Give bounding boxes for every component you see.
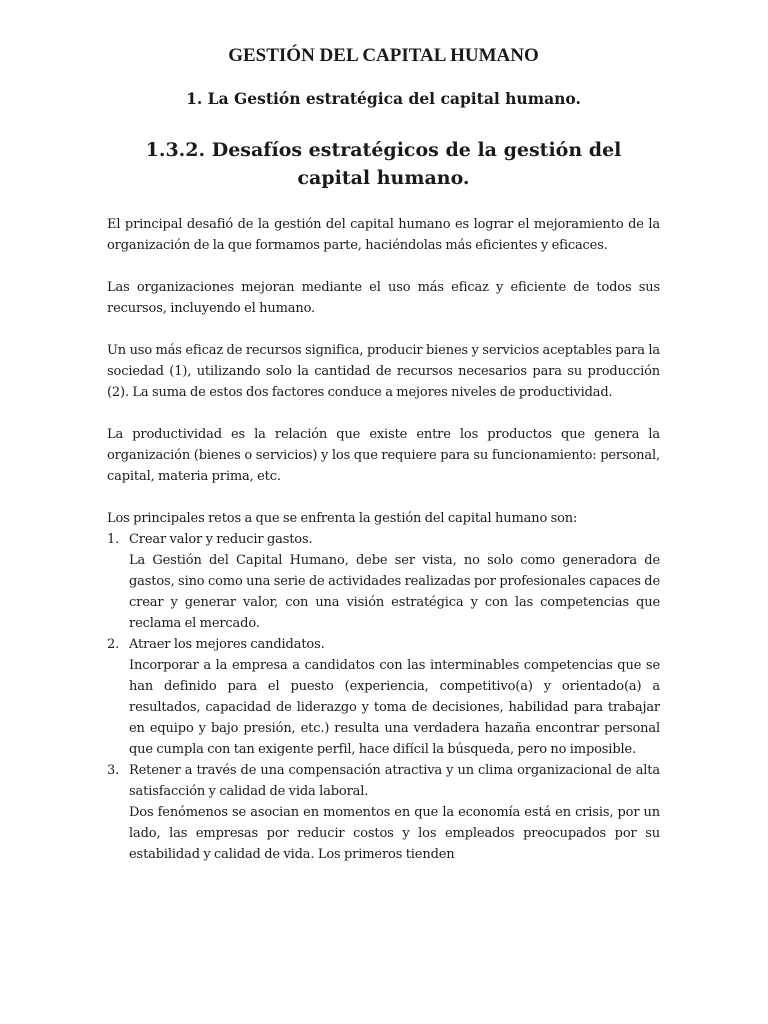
document-page	[107, 44, 660, 865]
section-heading: 1.3.2. Desafíos estratégicos de la gestión del capital humano.	[145, 139, 622, 189]
paragraph: El principal desafió de la gestión del capital humano es lograr el mejoramiento de la organización de la que formamos parte, haciéndolas más eficientes y eficaces.	[107, 217, 660, 253]
list-item-number: 3.	[107, 763, 120, 778]
paragraph: La productividad es la relación que existe entre los productos que genera la organización (bienes o servicios) y los que requiere para su funcionamiento: personal, capital, materia prima, etc.	[107, 427, 660, 484]
list-item-body: Incorporar a la empresa a candidatos con las interminables competencias que se han definido para el puesto (experiencia, competitivo(a) y orientado(a) a resultados, capacidad de liderazgo y toma de decisiones, habilidad para trabajar en equipo y bajo presión, etc.) resulta una verdadera hazaña encontrar personal que cumpla con tan exigente perfil, hace difícil la búsqueda, pero no imposible.	[129, 658, 660, 757]
list-intro: Los principales retos a que se enfrenta la gestión del capital humano son:	[107, 511, 578, 526]
list-item	[107, 529, 660, 634]
challenges-list	[107, 529, 660, 865]
list-item-number: 1.	[107, 532, 120, 547]
list-item-title: Retener a través de una compensación atractiva y un clima organizacional de alta satisfacción y calidad de vida laboral.	[129, 763, 660, 799]
list-item-body: Dos fenómenos se asocian en momentos en que la economía está en crisis, por un lado, las empresas por reducir costos y los empleados preocupados por su estabilidad y calidad de vida. Los primeros tienden	[129, 805, 660, 862]
list-item	[107, 760, 660, 865]
document-title: GESTIÓN DEL CAPITAL HUMANO	[228, 45, 539, 66]
paragraph: Un uso más eficaz de recursos significa, producir bienes y servicios aceptables para la sociedad (1), utilizando solo la cantidad de recursos necesarios para su producción (2). La suma de estos dos factores conduce a mejores niveles de productividad.	[107, 343, 660, 400]
list-item	[107, 634, 660, 760]
document-subtitle: 1. La Gestión estratégica del capital humano.	[186, 89, 581, 108]
list-item-number: 2.	[107, 637, 120, 652]
list-item-title: Atraer los mejores candidatos.	[129, 637, 325, 652]
list-item-body: La Gestión del Capital Humano, debe ser vista, no solo como generadora de gastos, sino como una serie de actividades realizadas por profesionales capaces de crear y generar valor, con una visión estratégica y con las competencias que reclama el mercado.	[129, 553, 660, 631]
list-item-title: Crear valor y reducir gastos.	[129, 532, 313, 547]
paragraph: Las organizaciones mejoran mediante el uso más eficaz y eficiente de todos sus recursos, incluyendo el humano.	[107, 280, 660, 316]
